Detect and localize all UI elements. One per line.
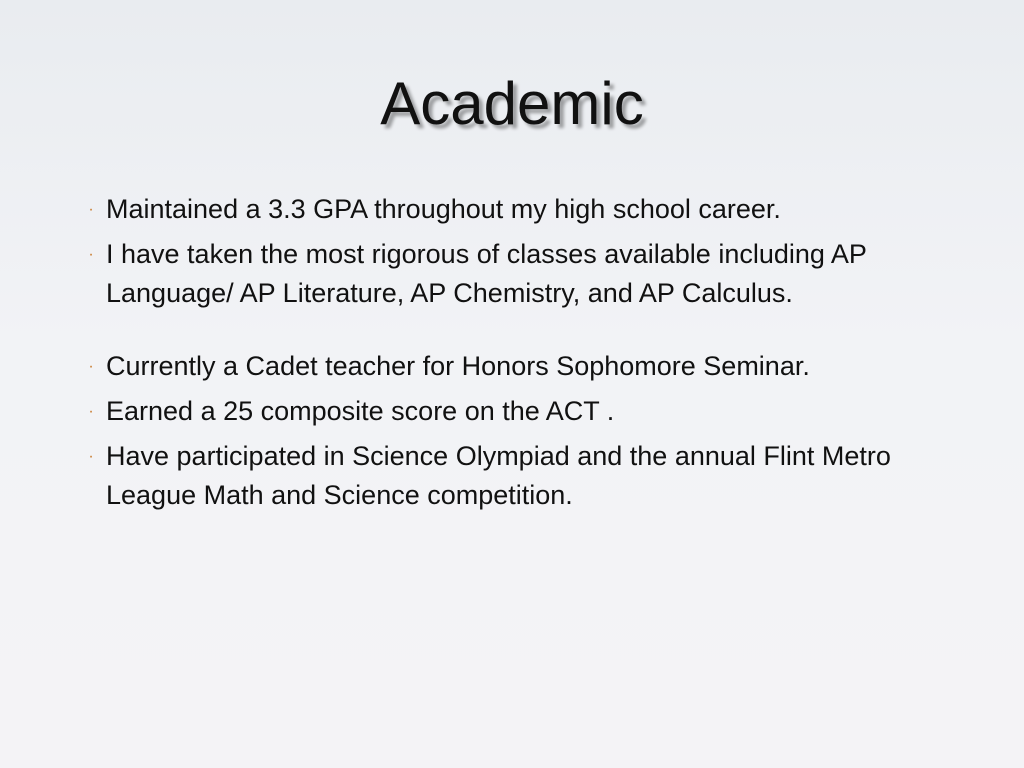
bullet-marker-icon: · — [88, 403, 94, 420]
bullet-marker-icon: · — [88, 246, 94, 263]
bullet-marker-icon: · — [88, 358, 94, 375]
bullet-text: Maintained a 3.3 GPA throughout my high school career. — [106, 194, 781, 224]
slide-title: Academic — [380, 70, 644, 137]
bullet-item — [84, 347, 964, 386]
bullet-item — [84, 437, 964, 515]
bullet-item — [84, 235, 964, 313]
bullet-item — [84, 190, 964, 229]
bullet-text: I have taken the most rigorous of classes available including AP Language/ AP Literature, AP Chemistry, and AP Calculus. — [106, 239, 867, 308]
bullet-text: Earned a 25 composite score on the ACT . — [106, 396, 615, 426]
bullet-marker-icon: · — [88, 448, 94, 465]
bullet-list — [84, 190, 964, 521]
bullet-item — [84, 392, 964, 431]
bullet-text: Currently a Cadet teacher for Honors Sophomore Seminar. — [106, 351, 810, 381]
bullet-text: Have participated in Science Olympiad and the annual Flint Metro League Math and Science competition. — [106, 441, 891, 510]
bullet-marker-icon: · — [88, 201, 94, 218]
